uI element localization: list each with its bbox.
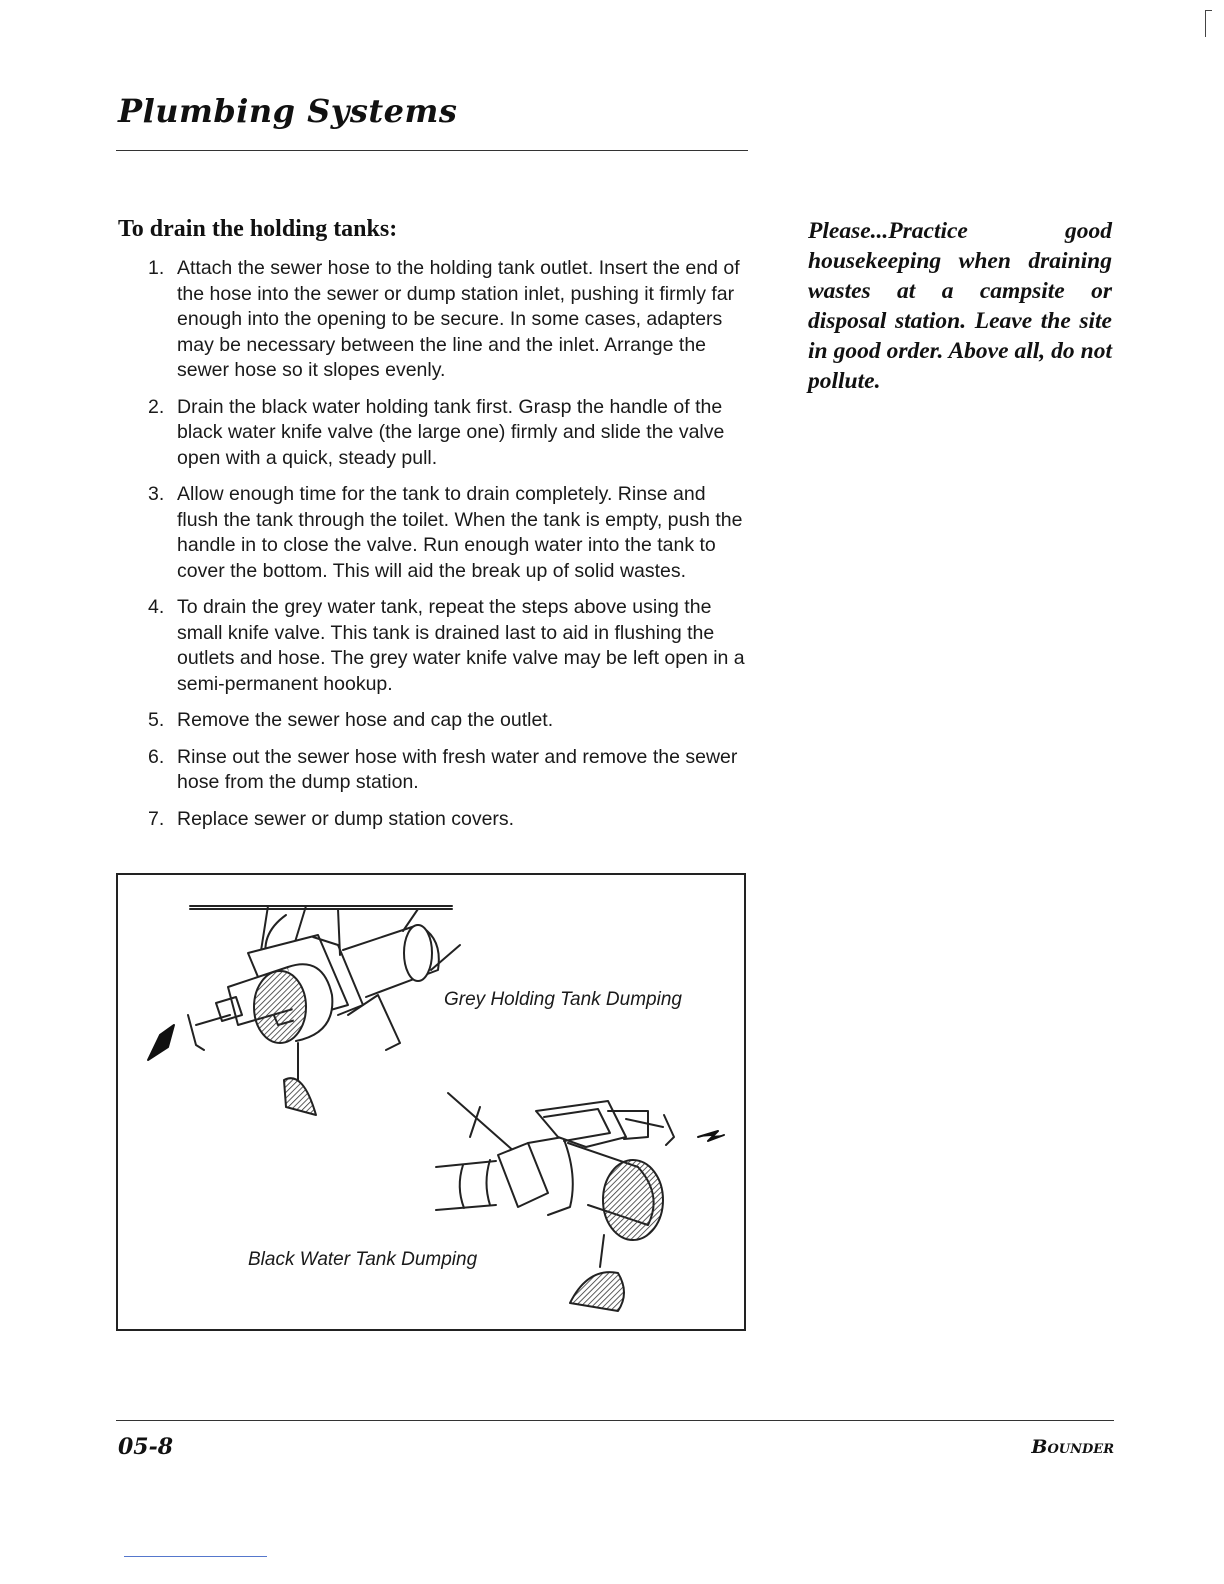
section-heading: To drain the holding tanks: [118, 216, 398, 242]
step-text: To drain the grey water tank, repeat the steps above using the small knife valve. This tank is drained last to aid in flushing the outlets and hose. The grey water knife valve may be left open in a semi-permanent hookup. [177, 596, 745, 695]
drain-steps-list [148, 256, 748, 843]
step-text: Drain the black water holding tank first. Grasp the handle of the black water knife valve (the large one) firmly and slide the valve open with a quick, steady pull. [177, 395, 725, 469]
step-item [148, 256, 748, 384]
step-number: 5. [148, 709, 165, 731]
step-item [148, 708, 748, 734]
step-number: 3. [148, 483, 165, 505]
page-number: 05-8 [118, 1434, 174, 1460]
step-item [148, 807, 748, 833]
step-number: 6. [148, 745, 165, 768]
black-tank-label: Black Water Tank Dumping [248, 1249, 478, 1270]
step-item [148, 482, 748, 584]
step-item [148, 395, 748, 472]
dumping-illustration [116, 873, 746, 1331]
grey-valve-assembly [148, 906, 460, 1115]
step-text: Remove the sewer hose and cap the outlet. [177, 709, 554, 731]
step-number: 1. [148, 257, 165, 279]
step-text: Rinse out the sewer hose with fresh water and remove the sewer hose from the dump station. [177, 745, 738, 793]
black-valve-assembly [436, 1093, 724, 1311]
page-title: Plumbing Systems [118, 92, 458, 130]
step-number: 4. [148, 596, 165, 618]
step-text: Replace sewer or dump station covers. [177, 807, 515, 830]
step-item [148, 745, 748, 796]
step-text: Allow enough time for the tank to drain completely. Rinse and flush the tank through the toilet. When the tank is empty, push the handle in to close the valve. Run enough water into the tank to cover the bottom. This will aid the break up of solid wastes. [177, 483, 743, 582]
header-divider [116, 150, 748, 151]
step-item [148, 595, 748, 697]
page-edge-mark [1205, 10, 1212, 37]
step-text: Attach the sewer hose to the holding tank outlet. Insert the end of the hose into the sewer or dump station inlet, pushing it firmly far enough into the opening to be secure. In some cases, adapters may be necessary between the line and the inlet. Arrange the sewer hose so it slopes evenly. [177, 257, 740, 381]
manual-name: Bounder [1031, 1436, 1114, 1458]
grey-tank-label: Grey Holding Tank Dumping [444, 989, 682, 1010]
scan-artifact-line [124, 1556, 267, 1557]
housekeeping-note: Please...Practice good housekeeping when draining wastes at a campsite or disposal station. Leave the site in good order. Above all, do not pollute. [808, 218, 1112, 394]
footer-divider [116, 1420, 1114, 1421]
step-number: 2. [148, 395, 165, 418]
step-number: 7. [148, 807, 165, 830]
